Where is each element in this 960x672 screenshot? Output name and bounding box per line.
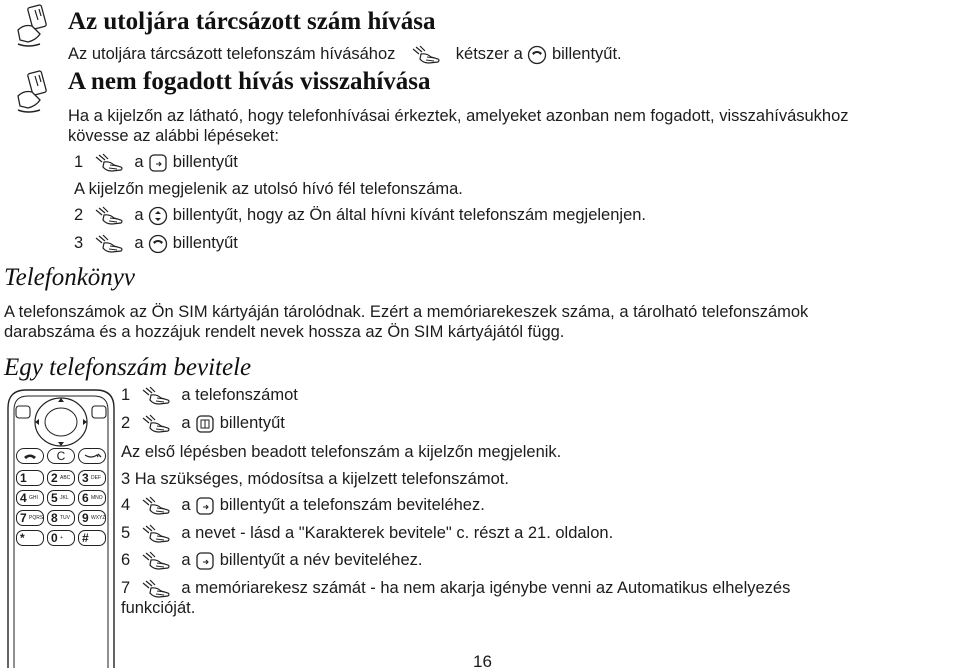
key-letters: + (60, 535, 63, 541)
step-text: billentyűt (172, 153, 238, 171)
key-digit: 1 (20, 471, 27, 485)
page-number: 16 (473, 652, 492, 671)
keypad-key[interactable] (16, 530, 44, 546)
phonebook-title: Telefonkönyv (4, 264, 135, 291)
missed-step-1 (74, 152, 238, 173)
missed-call-note: A kijelzőn megjelenik az utolsó hívó fél telefonszáma. (74, 180, 463, 198)
step-text: billentyűt (172, 234, 238, 252)
step-number: 4 (121, 496, 131, 514)
instruction-text: billentyűt. (551, 45, 622, 63)
key-letters: WXYZ (91, 515, 106, 521)
keypad-key[interactable] (16, 470, 44, 486)
clear-button[interactable] (47, 448, 75, 464)
keypad-key[interactable] (78, 470, 106, 486)
keypad-key[interactable] (16, 490, 44, 506)
key-letters: ABC (60, 475, 71, 481)
section-title-last-number: Az utoljára tárcsázott szám hívása (68, 8, 436, 35)
hand-press-icon (141, 579, 171, 599)
keypad-key[interactable] (78, 490, 106, 506)
key-letters: PQRS (29, 515, 44, 521)
entry-step-3: 3 Ha szükséges, módosítsa a kijelzett telefonszámot. (121, 470, 509, 488)
keypad-key[interactable] (47, 510, 75, 526)
end-call-icon (79, 449, 105, 463)
step-text: a memóriarekesz számát - ha nem akarja igénybe venni az Automatikus elhelyezés (181, 579, 791, 597)
missed-call-intro-2: kövesse az alábbi lépéseket: (68, 127, 279, 145)
hand-press-icon (411, 45, 441, 65)
key-digit: * (20, 531, 25, 545)
missed-step-3 (74, 233, 238, 254)
step-number: 6 (121, 551, 131, 569)
entry-step-1 (121, 385, 298, 406)
step-a: a (134, 234, 144, 252)
menu-key-icon (195, 551, 215, 571)
step-text: billentyűt a név beviteléhez. (219, 551, 423, 569)
clear-key-label: C (56, 449, 66, 463)
key-letters: TUV (60, 515, 70, 521)
step-number: 7 (121, 579, 131, 597)
keypad-key[interactable] (16, 510, 44, 526)
key-letters: JKL (60, 495, 69, 501)
key-digit: 6 (82, 491, 89, 505)
call-key-icon (148, 234, 168, 254)
step-number: 2 (74, 206, 84, 224)
phonebook-key-icon (195, 414, 215, 434)
step-number: 5 (121, 524, 131, 542)
hand-press-icon (94, 153, 124, 173)
keypad-key[interactable] (78, 510, 106, 526)
entry-step-7-cont: funkcióját. (121, 599, 196, 617)
key-digit: # (82, 531, 89, 545)
key-digit: 9 (82, 511, 89, 525)
step-a: a (134, 153, 144, 171)
entry-step-2 (121, 413, 285, 434)
call-key-icon (17, 449, 43, 463)
end-call-button[interactable] (78, 448, 106, 464)
key-digit: 3 (82, 471, 89, 485)
entry-note: Az első lépésben beadott telefonszám a kijelzőn megjelenik. (121, 443, 562, 461)
entry-step-5 (121, 523, 613, 544)
key-digit: 8 (51, 511, 58, 525)
phone-keypad-illustration (6, 388, 116, 668)
key-letters: DEF (91, 475, 101, 481)
step-text: billentyűt (219, 414, 285, 432)
hand-press-icon (141, 414, 171, 434)
missed-call-intro: Ha a kijelzőn az látható, hogy telefonhívásai érkeztek, amelyeket azonban nem fogadott, visszahívásukhoz (68, 107, 849, 125)
pointing-hand-note-icon (14, 4, 54, 57)
step-number: 3 (74, 234, 84, 252)
last-number-instruction (68, 44, 622, 65)
step-a: a (181, 414, 191, 432)
pointing-hand-note-icon (14, 70, 54, 123)
step-number: 1 (74, 153, 84, 171)
key-letters: GHI (29, 495, 38, 501)
key-digit: 7 (20, 511, 27, 525)
key-digit: 5 (51, 491, 58, 505)
step-text: billentyűt, hogy az Ön által hívni kívánt telefonszám megjelenjen. (172, 206, 647, 224)
step-a: a (181, 551, 191, 569)
section-title-missed-call: A nem fogadott hívás visszahívása (68, 68, 431, 95)
step-a: a (181, 496, 191, 514)
instruction-text: kétszer a (455, 45, 523, 63)
menu-key-icon (195, 496, 215, 516)
hand-press-icon (141, 496, 171, 516)
missed-step-2 (74, 205, 646, 226)
call-key-icon (527, 45, 547, 65)
hand-press-icon (94, 234, 124, 254)
key-digit: 2 (51, 471, 58, 485)
step-text: a telefonszámot (181, 386, 298, 404)
step-number: 1 (121, 386, 131, 404)
step-text: a nevet - lásd a "Karakterek bevitele" c. részt a 21. oldalon. (181, 524, 614, 542)
instruction-text: Az utoljára tárcsázott telefonszám hívásához (68, 45, 396, 63)
entry-step-4 (121, 495, 485, 516)
keypad-key[interactable] (47, 530, 75, 546)
hand-press-icon (94, 206, 124, 226)
nav-updown-icon (148, 206, 168, 226)
step-number: 2 (121, 414, 131, 432)
hand-press-icon (141, 386, 171, 406)
phonebook-paragraph-1: A telefonszámok az Ön SIM kártyáján tárolódnak. Ezért a memóriarekeszek száma, a tárolható telefonszámok (4, 303, 809, 321)
entry-step-6 (121, 550, 422, 571)
step-text: billentyűt a telefonszám beviteléhez. (219, 496, 485, 514)
keypad-key[interactable] (47, 490, 75, 506)
menu-key-icon (148, 153, 168, 173)
hand-press-icon (141, 524, 171, 544)
key-letters: MNO (91, 495, 103, 501)
phonebook-paragraph-2: darabszáma és a hozzájuk rendelt nevek hossza az Ön SIM kártyájától függ. (4, 323, 565, 341)
keypad-key[interactable] (78, 530, 106, 546)
key-digit: 0 (51, 531, 58, 545)
entry-step-7 (121, 578, 790, 599)
hand-press-icon (141, 551, 171, 571)
call-button[interactable] (16, 448, 44, 464)
entry-title: Egy telefonszám bevitele (4, 354, 252, 381)
key-digit: 4 (20, 491, 27, 505)
keypad-key[interactable] (47, 470, 75, 486)
step-a: a (134, 206, 144, 224)
